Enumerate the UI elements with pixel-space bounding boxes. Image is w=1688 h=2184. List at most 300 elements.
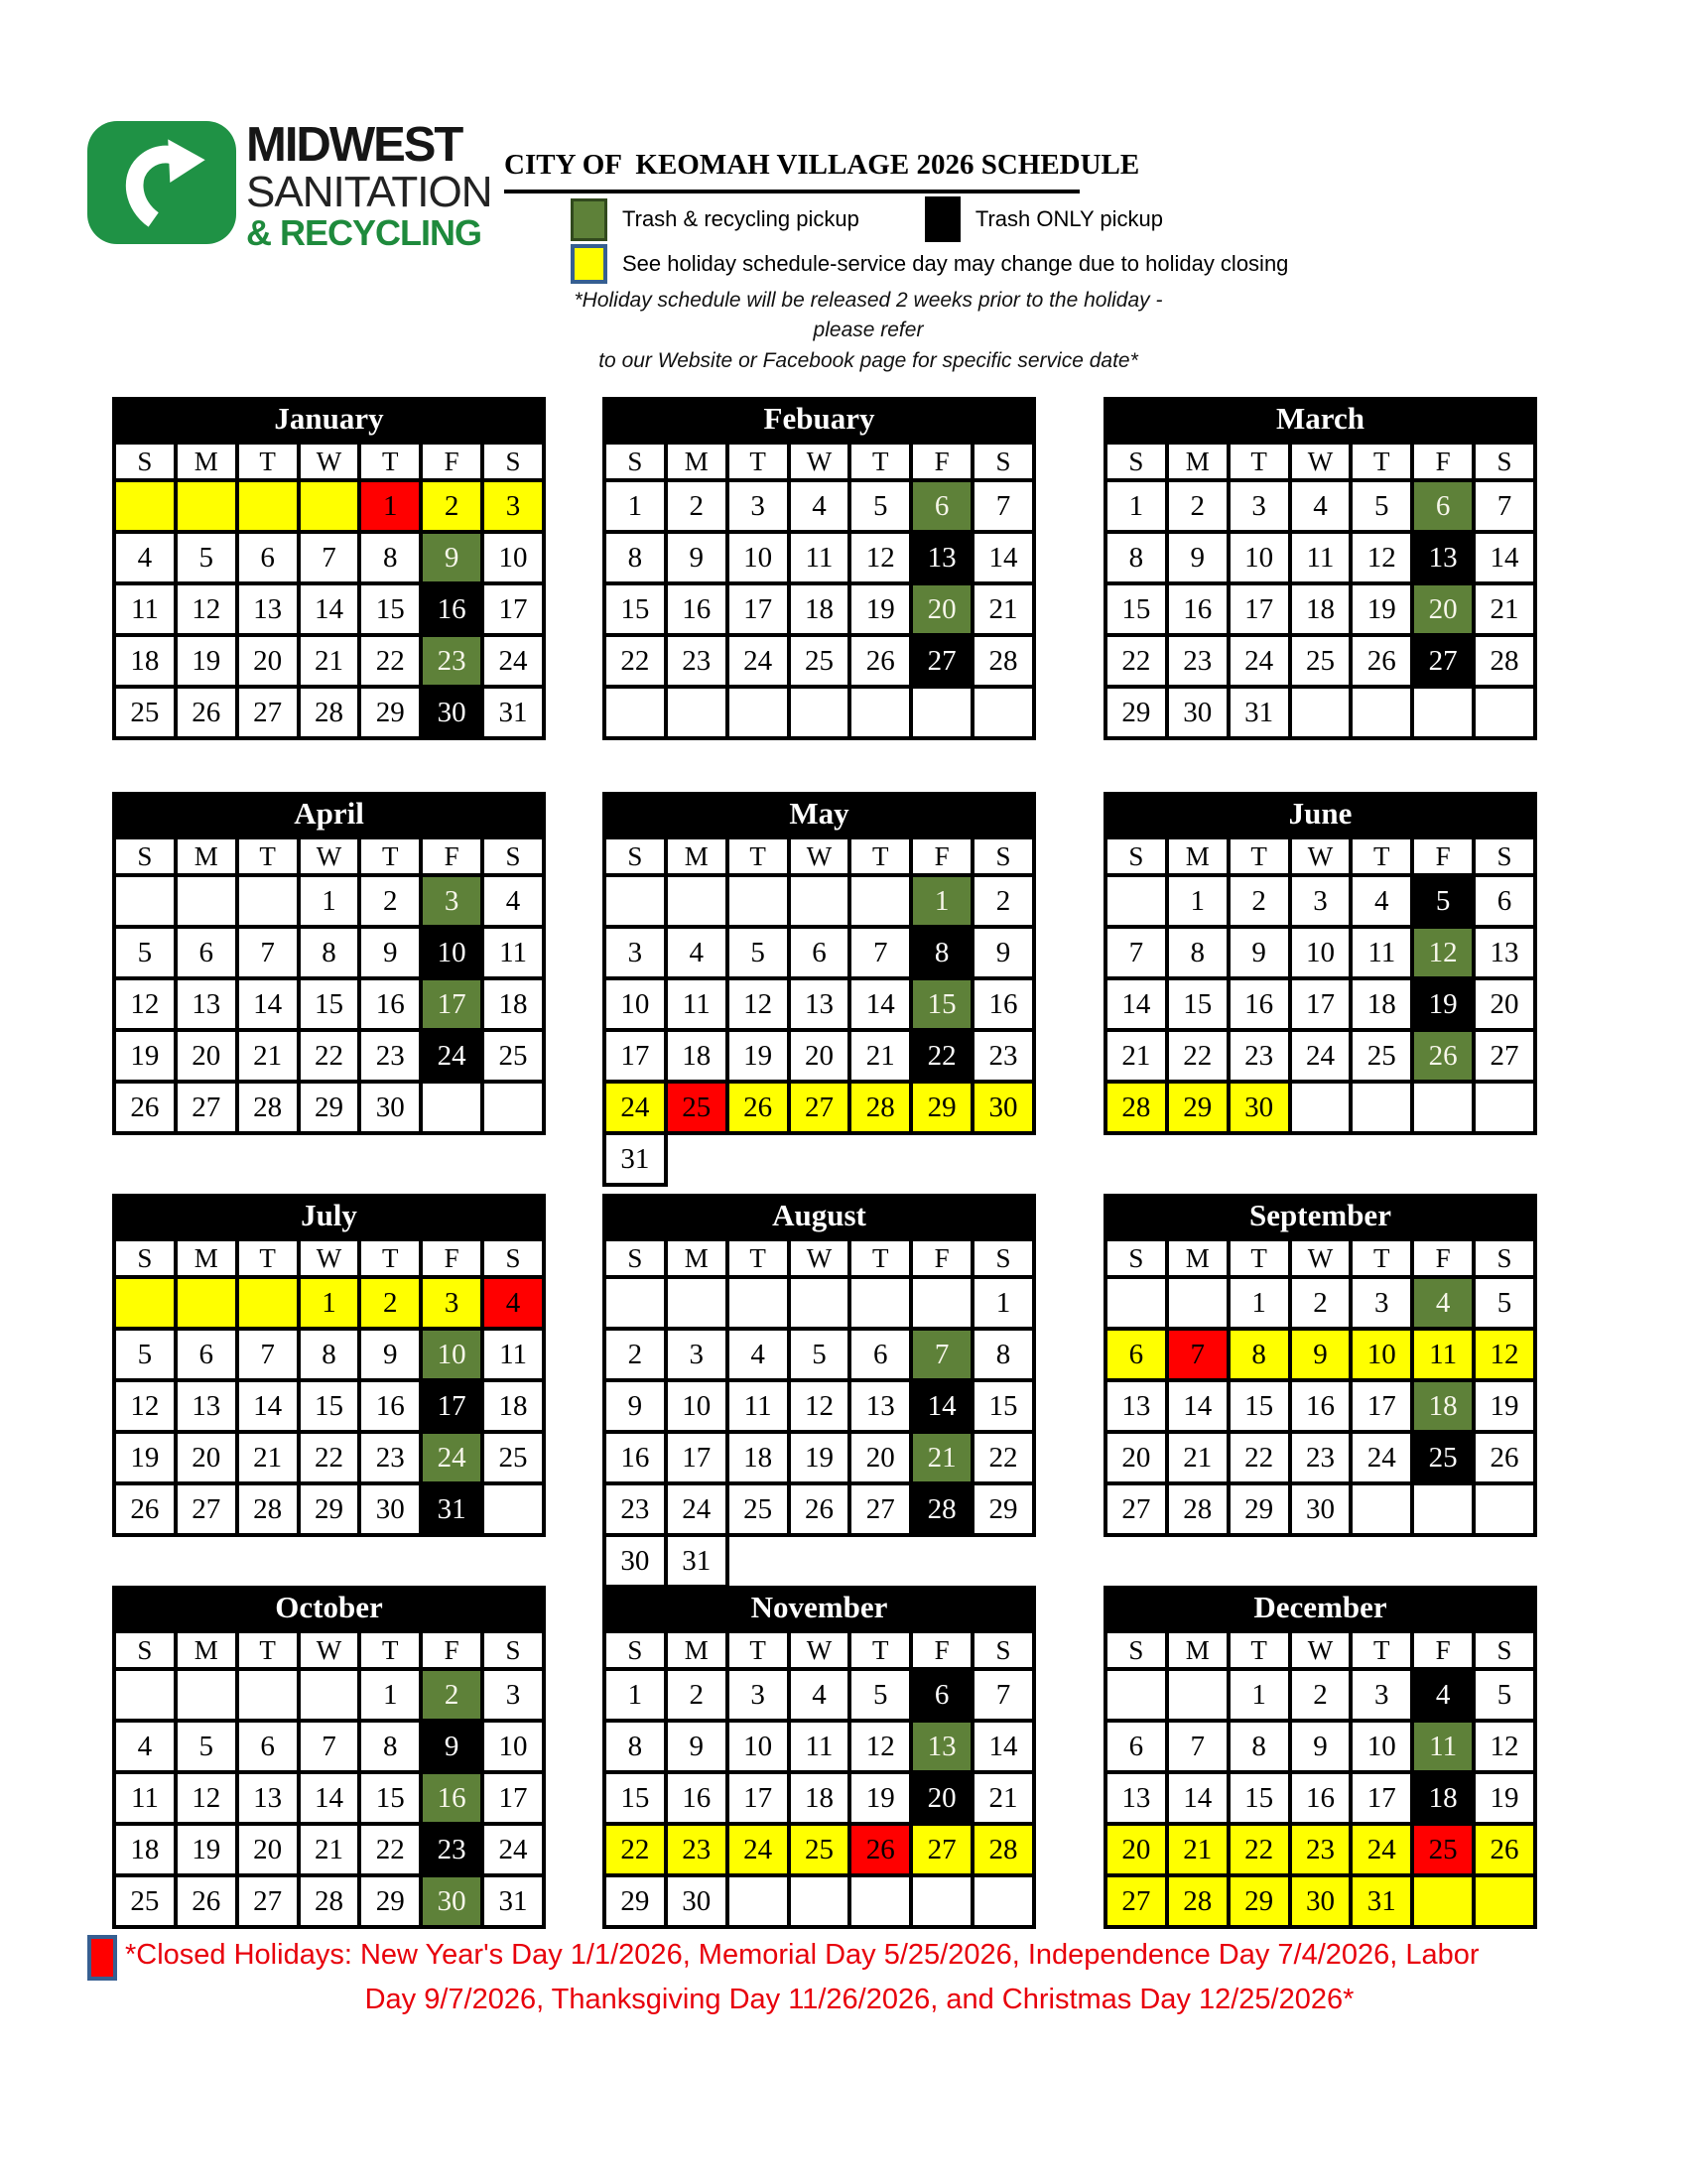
day-cell: 20 [176, 1432, 237, 1483]
day-cell: 26 [727, 1082, 789, 1133]
day-cell: 30 [1290, 1483, 1352, 1535]
day-cell [666, 875, 727, 927]
month-title: January [112, 397, 546, 441]
black-swatch [925, 196, 961, 242]
day-header: F [911, 443, 973, 480]
day-header: W [789, 837, 850, 875]
day-cell: 18 [1351, 978, 1412, 1030]
day-cell: 8 [911, 927, 973, 978]
day-cell [727, 687, 789, 738]
day-cell: 3 [1229, 480, 1290, 532]
day-cell: 2 [1229, 875, 1290, 927]
day-header: T [359, 1631, 421, 1669]
day-cell [1412, 687, 1474, 738]
day-cell: 4 [727, 1329, 789, 1380]
day-header: T [849, 443, 911, 480]
day-cell: 21 [849, 1030, 911, 1082]
day-cell: 27 [789, 1082, 850, 1133]
midwest-logo [87, 118, 492, 253]
day-cell [1474, 687, 1535, 738]
day-cell: 10 [482, 532, 544, 583]
day-header: W [789, 1239, 850, 1277]
closed-holidays-line1: *Closed Holidays: New Year's Day 1/1/2026, Memorial Day 5/25/2026, Independence Day 7/4/2026, Labor [125, 1939, 1480, 1971]
day-cell: 25 [1412, 1432, 1474, 1483]
day-cell: 2 [604, 1329, 666, 1380]
day-cell: 20 [849, 1432, 911, 1483]
month-title: June [1104, 792, 1537, 835]
day-cell: 22 [359, 635, 421, 687]
day-header: M [176, 1239, 237, 1277]
day-cell: 14 [973, 1721, 1034, 1772]
day-header: T [849, 837, 911, 875]
day-cell [666, 687, 727, 738]
day-cell: 10 [1351, 1329, 1412, 1380]
day-cell: 25 [789, 1824, 850, 1875]
day-cell: 6 [1105, 1721, 1167, 1772]
day-cell [727, 1875, 789, 1927]
day-cell: 17 [1290, 978, 1352, 1030]
day-cell: 8 [604, 532, 666, 583]
day-cell: 11 [789, 1721, 850, 1772]
day-cell: 24 [1351, 1824, 1412, 1875]
month-table [602, 1237, 1036, 1589]
day-cell: 2 [421, 1669, 482, 1721]
day-cell: 18 [114, 635, 176, 687]
day-cell: 11 [482, 1329, 544, 1380]
day-cell: 23 [1290, 1824, 1352, 1875]
month-title: December [1104, 1586, 1537, 1629]
day-header: M [1167, 837, 1229, 875]
day-cell: 28 [1105, 1082, 1167, 1133]
day-cell: 23 [666, 635, 727, 687]
day-cell: 25 [1290, 635, 1352, 687]
day-header: T [1229, 443, 1290, 480]
month-title: March [1104, 397, 1537, 441]
day-cell: 20 [1105, 1824, 1167, 1875]
day-cell: 12 [176, 583, 237, 635]
day-cell: 28 [1167, 1875, 1229, 1927]
day-cell: 22 [359, 1824, 421, 1875]
day-cell: 22 [1229, 1824, 1290, 1875]
day-cell: 5 [176, 532, 237, 583]
day-cell: 24 [1229, 635, 1290, 687]
day-cell: 30 [1229, 1082, 1290, 1133]
day-cell: 23 [1167, 635, 1229, 687]
absent-cell [973, 1535, 1034, 1587]
day-cell: 23 [666, 1824, 727, 1875]
day-cell: 1 [973, 1277, 1034, 1329]
day-cell: 27 [237, 687, 299, 738]
day-cell: 6 [1105, 1329, 1167, 1380]
day-header: S [604, 837, 666, 875]
day-header: S [604, 1631, 666, 1669]
day-cell: 2 [359, 875, 421, 927]
day-cell: 21 [299, 635, 360, 687]
day-cell: 20 [911, 1772, 973, 1824]
day-cell: 15 [1167, 978, 1229, 1030]
day-header: F [911, 1631, 973, 1669]
day-cell: 10 [1351, 1721, 1412, 1772]
day-cell: 25 [789, 635, 850, 687]
day-header: T [237, 1631, 299, 1669]
day-cell: 8 [973, 1329, 1034, 1380]
black-swatch-label: Trash ONLY pickup [974, 206, 1163, 231]
day-cell: 14 [911, 1380, 973, 1432]
day-cell: 6 [237, 1721, 299, 1772]
day-cell [1351, 1483, 1412, 1535]
day-cell: 2 [1167, 480, 1229, 532]
day-cell: 7 [911, 1329, 973, 1380]
day-header: T [237, 837, 299, 875]
day-cell: 30 [421, 1875, 482, 1927]
day-cell: 21 [973, 583, 1034, 635]
day-cell: 16 [421, 583, 482, 635]
day-cell [604, 875, 666, 927]
day-cell: 4 [482, 875, 544, 927]
day-cell: 13 [176, 1380, 237, 1432]
day-cell: 29 [299, 1483, 360, 1535]
logo-line1: MIDWEST [246, 118, 462, 172]
calendar-febuary [602, 397, 1036, 740]
day-cell: 30 [1167, 687, 1229, 738]
day-cell: 11 [727, 1380, 789, 1432]
day-cell [1474, 1875, 1535, 1927]
day-cell: 26 [789, 1483, 850, 1535]
red-swatch [87, 1935, 117, 1981]
day-cell: 5 [1412, 875, 1474, 927]
day-cell [114, 875, 176, 927]
day-cell: 11 [1290, 532, 1352, 583]
month-title: Febuary [602, 397, 1036, 441]
day-header: T [849, 1239, 911, 1277]
day-cell: 7 [237, 927, 299, 978]
day-cell: 19 [849, 583, 911, 635]
day-header: F [421, 837, 482, 875]
day-cell: 3 [1351, 1277, 1412, 1329]
day-cell: 3 [421, 1277, 482, 1329]
day-cell [973, 1875, 1034, 1927]
day-header: T [727, 443, 789, 480]
day-cell: 1 [359, 1669, 421, 1721]
day-header: M [176, 1631, 237, 1669]
day-cell [1290, 687, 1352, 738]
absent-cell [849, 1133, 911, 1185]
day-cell: 10 [727, 532, 789, 583]
day-header: T [849, 1631, 911, 1669]
day-cell: 24 [1290, 1030, 1352, 1082]
day-cell: 6 [1474, 875, 1535, 927]
month-table [602, 441, 1036, 740]
day-cell: 7 [973, 480, 1034, 532]
day-cell: 12 [727, 978, 789, 1030]
day-cell: 3 [421, 875, 482, 927]
month-table [1104, 1237, 1537, 1537]
day-header: S [1474, 837, 1535, 875]
day-header: F [421, 1239, 482, 1277]
month-title: July [112, 1194, 546, 1237]
day-cell: 27 [176, 1483, 237, 1535]
day-cell [237, 875, 299, 927]
day-cell [114, 1277, 176, 1329]
day-header: S [114, 443, 176, 480]
day-cell: 3 [1351, 1669, 1412, 1721]
day-header: S [1105, 443, 1167, 480]
day-cell [1412, 1082, 1474, 1133]
day-cell: 15 [604, 583, 666, 635]
month-title: October [112, 1586, 546, 1629]
day-cell: 1 [359, 480, 421, 532]
day-cell: 17 [727, 583, 789, 635]
day-cell [789, 687, 850, 738]
day-header: S [1105, 837, 1167, 875]
day-cell: 27 [1105, 1875, 1167, 1927]
day-cell: 7 [299, 532, 360, 583]
day-cell: 31 [604, 1133, 666, 1185]
calendar-march [1104, 397, 1537, 740]
day-cell: 5 [849, 480, 911, 532]
day-cell [176, 480, 237, 532]
day-cell: 30 [666, 1875, 727, 1927]
day-cell: 11 [666, 978, 727, 1030]
absent-cell [789, 1535, 850, 1587]
day-header: M [176, 837, 237, 875]
day-cell [176, 1277, 237, 1329]
absent-cell [789, 1133, 850, 1185]
day-cell: 27 [911, 635, 973, 687]
day-cell: 15 [973, 1380, 1034, 1432]
day-cell [421, 1082, 482, 1133]
day-header: S [973, 1239, 1034, 1277]
day-cell [604, 1277, 666, 1329]
day-cell [114, 480, 176, 532]
day-cell: 4 [789, 1669, 850, 1721]
day-cell: 14 [1167, 1772, 1229, 1824]
day-cell: 31 [1351, 1875, 1412, 1927]
day-cell: 19 [176, 1824, 237, 1875]
day-cell: 9 [421, 532, 482, 583]
day-cell: 27 [849, 1483, 911, 1535]
day-cell [237, 1277, 299, 1329]
day-header: T [1229, 1239, 1290, 1277]
day-cell [299, 1669, 360, 1721]
day-cell: 6 [176, 927, 237, 978]
day-header: F [911, 837, 973, 875]
closed-holidays-line2: Day 9/7/2026, Thanksgiving Day 11/26/2026, and Christmas Day 12/25/2026* [364, 1983, 1355, 2015]
day-cell [789, 875, 850, 927]
day-header: F [1412, 837, 1474, 875]
day-header: S [1474, 1631, 1535, 1669]
day-cell: 29 [1229, 1875, 1290, 1927]
day-cell: 4 [1351, 875, 1412, 927]
month-table [1104, 441, 1537, 740]
day-cell: 10 [421, 927, 482, 978]
day-cell: 7 [849, 927, 911, 978]
day-cell: 2 [359, 1277, 421, 1329]
day-cell: 23 [604, 1483, 666, 1535]
day-cell: 11 [114, 1772, 176, 1824]
day-cell: 8 [1167, 927, 1229, 978]
day-cell: 20 [789, 1030, 850, 1082]
day-header: S [1105, 1631, 1167, 1669]
day-cell: 14 [1167, 1380, 1229, 1432]
day-header: T [1351, 1239, 1412, 1277]
day-cell: 2 [1290, 1669, 1352, 1721]
day-cell [299, 480, 360, 532]
day-cell: 8 [299, 1329, 360, 1380]
day-cell: 30 [359, 1483, 421, 1535]
day-cell [911, 1875, 973, 1927]
day-header: W [1290, 837, 1352, 875]
day-header: W [299, 1239, 360, 1277]
day-header: T [727, 837, 789, 875]
day-cell: 20 [1474, 978, 1535, 1030]
day-cell [1167, 1669, 1229, 1721]
day-cell: 11 [789, 532, 850, 583]
day-cell: 30 [359, 1082, 421, 1133]
day-cell: 16 [973, 978, 1034, 1030]
day-cell: 25 [727, 1483, 789, 1535]
day-cell: 21 [299, 1824, 360, 1875]
day-cell: 26 [1351, 635, 1412, 687]
day-cell: 9 [1167, 532, 1229, 583]
day-cell: 12 [114, 1380, 176, 1432]
day-cell: 4 [114, 532, 176, 583]
day-cell: 18 [666, 1030, 727, 1082]
day-cell: 31 [1229, 687, 1290, 738]
day-cell: 13 [1412, 532, 1474, 583]
day-cell: 16 [421, 1772, 482, 1824]
day-cell: 16 [1229, 978, 1290, 1030]
month-table [112, 835, 546, 1135]
day-cell: 4 [1412, 1669, 1474, 1721]
day-cell [911, 1277, 973, 1329]
day-cell: 1 [299, 875, 360, 927]
day-cell: 24 [482, 635, 544, 687]
day-cell: 19 [1474, 1380, 1535, 1432]
day-cell: 15 [359, 1772, 421, 1824]
day-cell: 14 [1474, 532, 1535, 583]
day-cell: 2 [1290, 1277, 1352, 1329]
day-cell [727, 875, 789, 927]
day-cell: 20 [1412, 583, 1474, 635]
day-header: W [789, 443, 850, 480]
day-cell: 26 [1474, 1824, 1535, 1875]
day-cell: 15 [299, 978, 360, 1030]
day-cell: 21 [1105, 1030, 1167, 1082]
day-cell: 20 [237, 635, 299, 687]
day-cell: 18 [1290, 583, 1352, 635]
day-cell: 16 [1290, 1772, 1352, 1824]
day-cell: 22 [1105, 635, 1167, 687]
day-cell: 27 [911, 1824, 973, 1875]
day-cell: 18 [789, 1772, 850, 1824]
day-cell: 2 [973, 875, 1034, 927]
day-cell: 6 [1412, 480, 1474, 532]
day-cell: 26 [176, 687, 237, 738]
logo-line3: & RECYCLING [246, 211, 482, 253]
day-cell: 13 [911, 1721, 973, 1772]
calendar-april [112, 792, 546, 1135]
day-cell: 22 [1167, 1030, 1229, 1082]
day-cell: 15 [604, 1772, 666, 1824]
day-cell [482, 1483, 544, 1535]
day-cell: 23 [359, 1432, 421, 1483]
day-cell [1474, 1483, 1535, 1535]
day-cell: 17 [727, 1772, 789, 1824]
day-cell [1412, 1483, 1474, 1535]
day-cell: 22 [911, 1030, 973, 1082]
day-cell: 12 [849, 1721, 911, 1772]
day-cell: 19 [114, 1030, 176, 1082]
day-header: W [299, 1631, 360, 1669]
day-cell: 21 [1167, 1432, 1229, 1483]
month-title: September [1104, 1194, 1537, 1237]
day-cell: 29 [911, 1082, 973, 1133]
day-cell: 30 [604, 1535, 666, 1587]
day-cell [1351, 687, 1412, 738]
day-cell: 22 [604, 635, 666, 687]
day-cell: 16 [359, 1380, 421, 1432]
day-cell: 21 [237, 1030, 299, 1082]
day-cell: 13 [237, 583, 299, 635]
day-cell: 30 [421, 687, 482, 738]
day-cell: 11 [1412, 1329, 1474, 1380]
day-header: S [482, 1239, 544, 1277]
day-cell: 2 [421, 480, 482, 532]
day-cell: 20 [237, 1824, 299, 1875]
day-header: W [1290, 443, 1352, 480]
day-cell: 10 [482, 1721, 544, 1772]
day-cell: 9 [1290, 1721, 1352, 1772]
day-cell: 26 [849, 635, 911, 687]
day-cell: 14 [299, 583, 360, 635]
day-cell: 13 [1474, 927, 1535, 978]
day-header: T [1229, 1631, 1290, 1669]
day-cell: 10 [727, 1721, 789, 1772]
day-cell: 14 [299, 1772, 360, 1824]
day-cell: 26 [1474, 1432, 1535, 1483]
day-cell: 10 [666, 1380, 727, 1432]
day-cell: 10 [1290, 927, 1352, 978]
day-cell: 1 [1229, 1277, 1290, 1329]
day-cell: 14 [849, 978, 911, 1030]
day-cell: 6 [911, 1669, 973, 1721]
day-cell: 18 [114, 1824, 176, 1875]
day-cell: 28 [973, 1824, 1034, 1875]
day-cell: 26 [176, 1875, 237, 1927]
green-swatch-label: Trash & recycling pickup [622, 206, 859, 231]
month-table [112, 1629, 546, 1929]
day-cell: 3 [1290, 875, 1352, 927]
day-cell: 25 [114, 687, 176, 738]
day-cell: 30 [973, 1082, 1034, 1133]
day-cell: 23 [421, 1824, 482, 1875]
day-cell: 25 [114, 1875, 176, 1927]
day-cell: 3 [727, 1669, 789, 1721]
day-cell: 17 [666, 1432, 727, 1483]
day-cell: 12 [1474, 1329, 1535, 1380]
day-cell: 15 [1229, 1380, 1290, 1432]
day-cell: 18 [482, 1380, 544, 1432]
day-cell: 8 [1229, 1721, 1290, 1772]
day-cell: 3 [482, 480, 544, 532]
day-cell [789, 1875, 850, 1927]
holiday-note-line2: to our Website or Facebook page for specific service date* [598, 348, 1138, 372]
day-header: F [421, 443, 482, 480]
day-cell: 4 [1290, 480, 1352, 532]
day-cell: 25 [1412, 1824, 1474, 1875]
day-cell: 17 [482, 583, 544, 635]
